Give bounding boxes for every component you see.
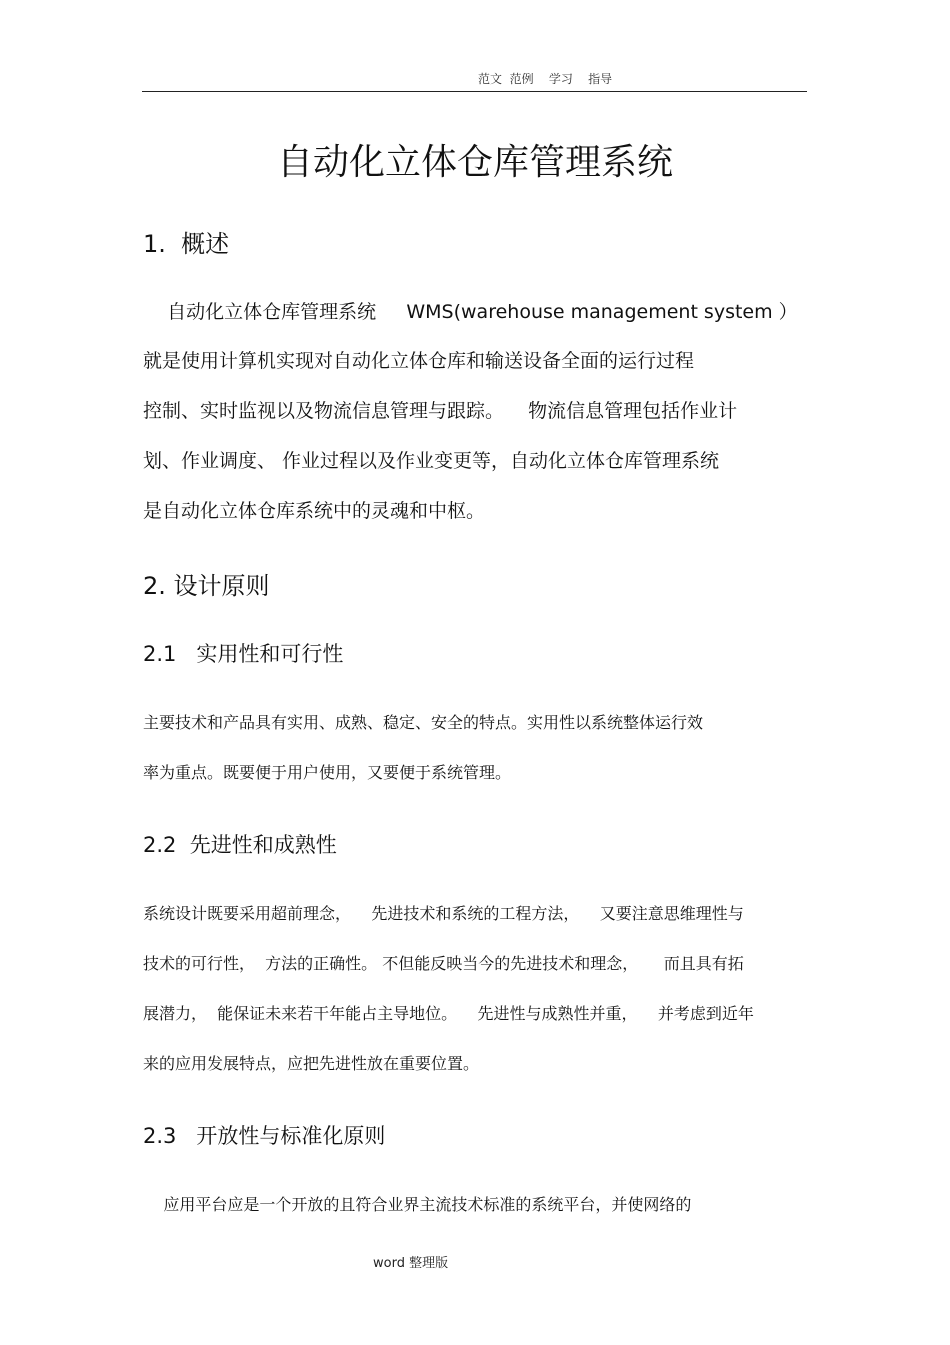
paragraph-line: 来的应用发展特点，应把先进性放在重要位置。 bbox=[143, 1054, 480, 1073]
paragraph-line: 率为重点。既要便于用户使用，又要便于系统管理。 bbox=[143, 763, 512, 782]
section-2-3-heading: 2.3 开放性与标准化原则 bbox=[143, 1124, 386, 1148]
section-1-heading: 1. 概述 bbox=[143, 230, 230, 258]
page-footer-text: word 整理版 bbox=[373, 1256, 449, 1271]
section-2-1-heading: 2.1 实用性和可行性 bbox=[143, 642, 344, 666]
paragraph-line: 系统设计既要采用超前理念， 先进技术和系统的工程方法， 又要注意思维理性与 bbox=[143, 904, 744, 923]
paragraph-line: 应用平台应是一个开放的且符合业界主流技术标准的系统平台，并使网络的 bbox=[143, 1195, 692, 1214]
section-2-heading: 2. 设计原则 bbox=[143, 572, 270, 600]
paragraph-line: 是自动化立体仓库系统中的灵魂和中枢。 bbox=[143, 500, 486, 522]
document-title: 自动化立体仓库管理系统 bbox=[276, 142, 673, 183]
paragraph-line: 自动化立体仓库管理系统 WMS(warehouse management system ） bbox=[143, 301, 798, 323]
paragraph-line: 划、作业调度、 作业过程以及作业变更等，自动化立体仓库管理系统 bbox=[143, 450, 720, 472]
header-divider bbox=[142, 91, 807, 92]
paragraph-line: 技术的可行性， 方法的正确性。 不但能反映当今的先进技术和理念， 而且具有拓 bbox=[143, 954, 744, 973]
paragraph-line: 展潜力， 能保证未来若干年能占主导地位。 先进性与成熟性并重， 并考虑到近年 bbox=[143, 1004, 754, 1023]
paragraph-line: 控制、实时监视以及物流信息管理与跟踪。 物流信息管理包括作业计 bbox=[143, 400, 738, 422]
paragraph-line: 主要技术和产品具有实用、成熟、稳定、安全的特点。实用性以系统整体运行效 bbox=[143, 713, 704, 732]
section-2-2-heading: 2.2 先进性和成熟性 bbox=[143, 833, 337, 857]
page-header-text: 范文 范例 学习 指导 bbox=[478, 72, 613, 86]
paragraph-line: 就是使用计算机实现对自动化立体仓库和输送设备全面的运行过程 bbox=[143, 350, 695, 372]
